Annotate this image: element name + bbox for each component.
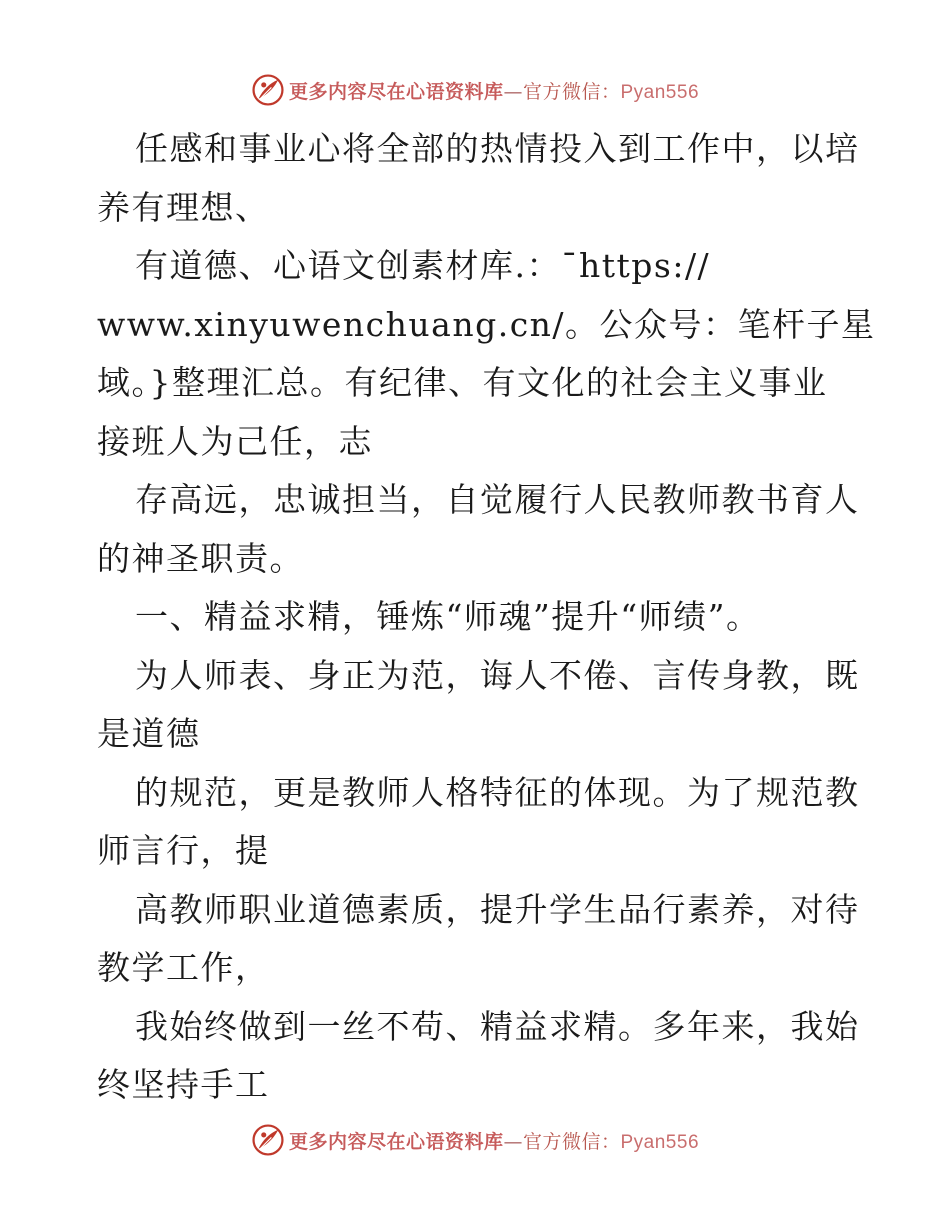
body-line: 的规范，更是教师人格特征的体现。为了规范教 bbox=[135, 772, 860, 812]
footer-tagline: 更多内容尽在心语资料库 bbox=[288, 1130, 504, 1153]
body-line: 养有理想、 bbox=[97, 187, 270, 227]
footer-separator: — bbox=[503, 1130, 523, 1153]
body-line: 一、精益求精，锤炼“师魂”提升“师绩”。 bbox=[135, 597, 761, 636]
footer-banner bbox=[0, 1120, 950, 1160]
header-tagline: 更多内容尽在心语资料库 bbox=[288, 80, 504, 103]
body-line: 为人师表、身正为范，诲人不倦、言传身教，既 bbox=[135, 655, 860, 695]
body-line: 有道德、心语文创素材库.：¯https:// bbox=[135, 246, 711, 285]
header-tagline-group bbox=[289, 77, 699, 104]
body-line: 师言行，提 bbox=[97, 831, 270, 870]
document-body bbox=[97, 120, 876, 1115]
body-line: 我始终做到一丝不苟、精益求精。多年来，我始 bbox=[135, 1006, 860, 1046]
body-line: 的神圣职责。 bbox=[97, 538, 304, 578]
body-line: 是道德 bbox=[97, 714, 201, 753]
feather-pen-logo-icon bbox=[251, 73, 285, 107]
body-line: 任感和事业心将全部的热情投入到工作中，以培 bbox=[135, 129, 860, 168]
footer-tagline-group bbox=[289, 1127, 699, 1154]
body-line: www.xinyuwenchuang.cn/。公众号：笔杆子星 bbox=[97, 304, 876, 344]
body-line: 接班人为己任，志 bbox=[97, 421, 373, 461]
header-banner bbox=[0, 70, 950, 110]
body-line: 高教师职业道德素质，提升学生品行素养，对待 bbox=[135, 889, 860, 929]
footer-wechat-label: 官方微信： bbox=[522, 1130, 621, 1153]
header-wechat-account: Pyan556 bbox=[620, 81, 700, 103]
footer-wechat-account: Pyan556 bbox=[620, 1131, 700, 1153]
header-separator: — bbox=[503, 80, 523, 103]
body-line: 存高远，忠诚担当，自觉履行人民教师教书育人 bbox=[135, 480, 860, 519]
body-line: 域。}整理汇总。有纪律、有文化的社会主义事业 bbox=[97, 363, 828, 402]
header-wechat-label: 官方微信： bbox=[522, 80, 621, 103]
body-line: 教学工作， bbox=[97, 948, 270, 987]
body-line: 终坚持手工 bbox=[97, 1065, 270, 1104]
feather-pen-logo-icon bbox=[251, 1123, 285, 1157]
